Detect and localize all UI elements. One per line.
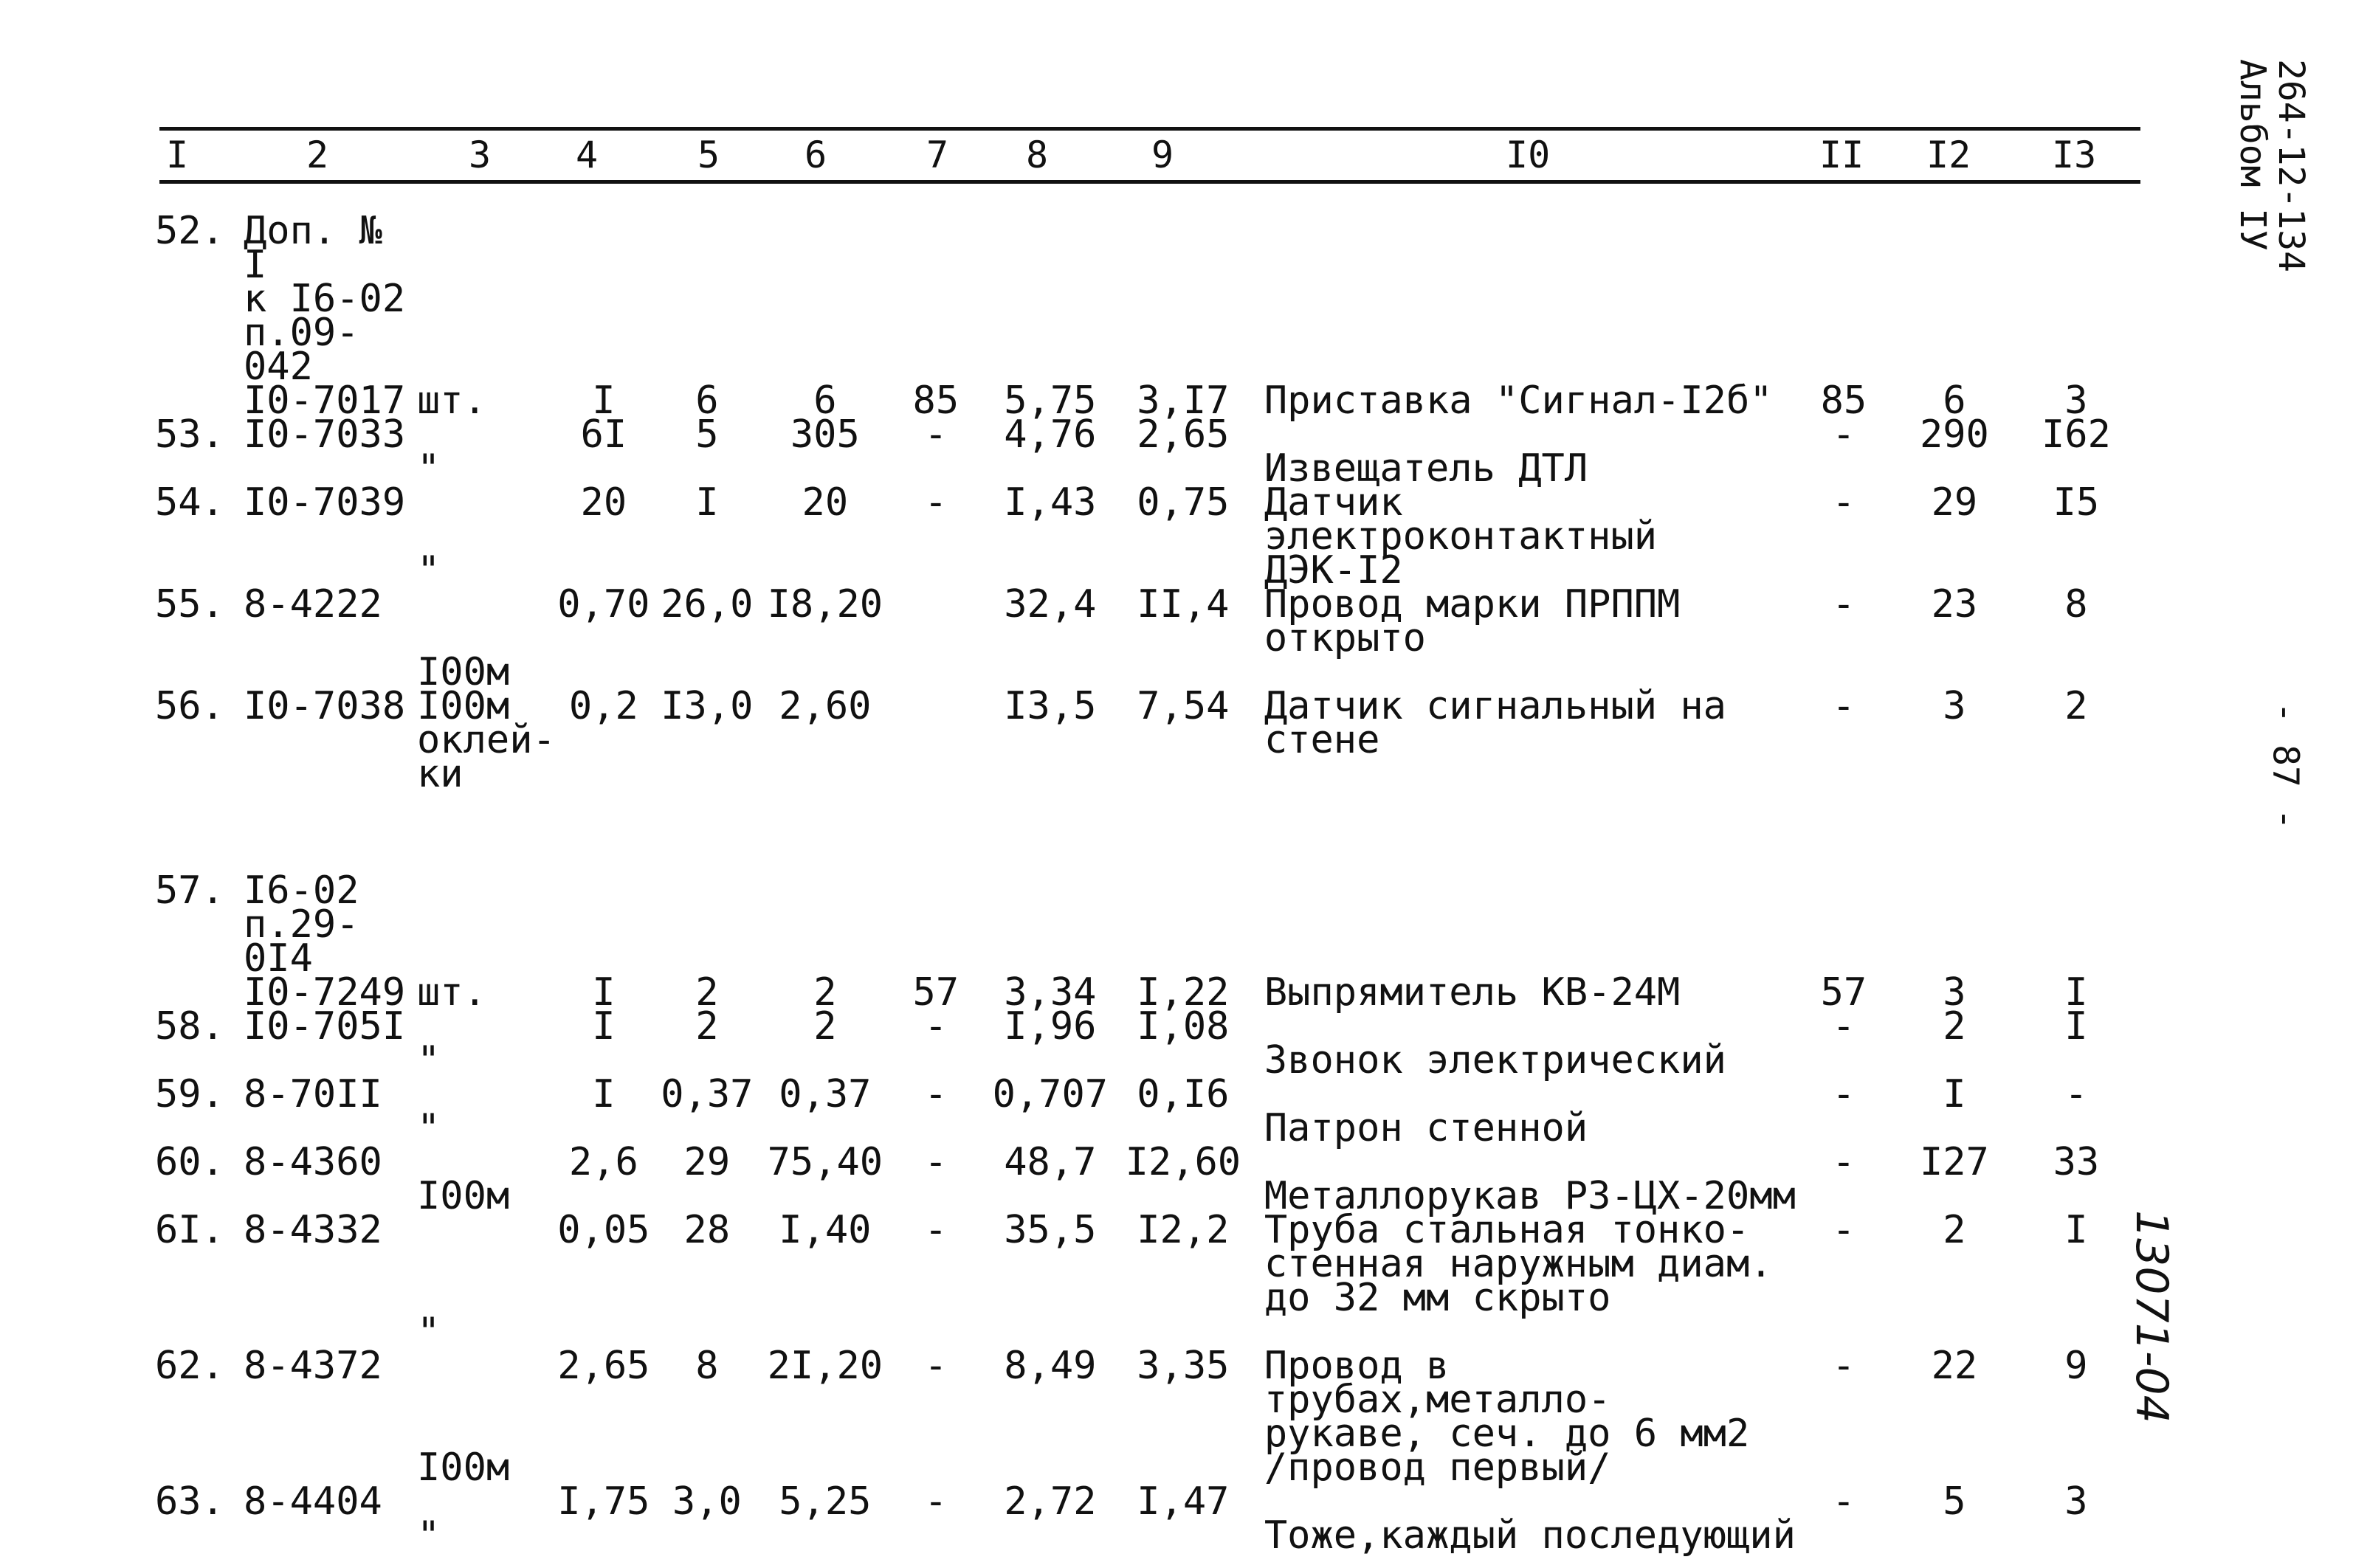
col-7	[888, 587, 984, 689]
col-12: 22	[1931, 1344, 1978, 1388]
unit-cost: 8	[695, 1344, 719, 1388]
col-8: I3,5	[1004, 684, 1097, 728]
col-7: -	[924, 412, 948, 457]
col-8: 0,707	[992, 1072, 1109, 1116]
quantity: 2,6	[568, 1140, 638, 1184]
row-number: 59.	[155, 1072, 224, 1116]
table-row	[155, 587, 2135, 689]
col-12: 2	[1943, 1208, 1966, 1252]
album-label	[2233, 59, 2310, 272]
unit-cost: 28	[683, 1208, 731, 1252]
header-col-2: 2	[306, 134, 329, 176]
col-13: 9	[2064, 1344, 2088, 1388]
quantity: 20	[580, 480, 627, 525]
col-9: I,47	[1137, 1479, 1230, 1524]
unit: шт.	[417, 379, 486, 423]
unit-cost: 6	[695, 379, 719, 423]
table-row	[155, 689, 2135, 874]
total-cost: 2,60	[779, 684, 872, 728]
header-col-13: I3	[2052, 134, 2097, 176]
col-13: I	[2064, 1004, 2088, 1049]
header-col-1: I	[166, 134, 189, 176]
quantity: I	[592, 379, 616, 423]
row-number: 55.	[155, 582, 224, 626]
col-8: 8,49	[1004, 1344, 1097, 1388]
col-8: I,96	[1004, 1004, 1097, 1049]
table-row	[155, 418, 2135, 486]
item-name: Провод в трубах,металло- рукаве, сеч. до 6 мм2 /провод первый/	[1264, 1344, 1750, 1490]
col-11: -	[1832, 582, 1856, 626]
col-7: -	[924, 1140, 948, 1184]
table-row	[155, 1485, 2135, 1553]
page-number: - 87 -	[2264, 702, 2307, 830]
unit: "	[417, 1513, 441, 1558]
norm-code: 8-4404	[244, 1479, 382, 1524]
unit-cost: I	[695, 480, 719, 525]
norm-code: I6-02 п.29-0I4 I0-7249	[244, 868, 406, 1015]
norm-code: 8-4222	[244, 582, 382, 626]
col-11: -	[1832, 412, 1856, 457]
item-name: Извещатель ДТЛ	[1264, 446, 1588, 491]
header-col-7: 7	[926, 134, 949, 176]
total-cost: 6	[813, 379, 837, 423]
header-col-9: 9	[1151, 134, 1174, 176]
quantity: 0,70	[557, 582, 650, 626]
col-8: 35,5	[1004, 1208, 1097, 1252]
norm-code: I0-705I	[244, 1004, 406, 1049]
col-11: -	[1832, 1208, 1856, 1252]
item-name: Звонок электрический	[1264, 1038, 1726, 1082]
total-cost: I8,20	[767, 582, 883, 626]
col-9: 7,54	[1137, 684, 1230, 728]
total-cost: 2	[813, 970, 837, 1015]
total-cost: 2I,20	[767, 1344, 883, 1388]
row-number: 53.	[155, 412, 224, 457]
col-13: I5	[2053, 480, 2100, 525]
header-bottom-rule	[159, 180, 2140, 184]
col-9: 3,I7	[1137, 379, 1230, 423]
table-row	[155, 1213, 2135, 1349]
norm-code: 8-4332	[244, 1208, 382, 1252]
col-7: -	[924, 1479, 948, 1524]
specification-table	[155, 209, 2135, 1558]
col-9: I2,2	[1137, 1208, 1230, 1252]
unit-cost: 29	[683, 1140, 731, 1184]
header-col-10: I0	[1506, 134, 1551, 176]
col-7: 57	[912, 970, 960, 1015]
unit: "	[417, 1106, 441, 1150]
row-number: 58.	[155, 1004, 224, 1049]
col-13: I	[2064, 970, 2088, 1015]
table-row	[155, 486, 2135, 587]
unit: "	[417, 1038, 441, 1082]
col-8: 2,72	[1004, 1479, 1097, 1524]
norm-code: I0-7033	[244, 412, 406, 457]
row-number: 60.	[155, 1140, 224, 1184]
col-12: I27	[1919, 1140, 1989, 1184]
norm-code: Доп. № I к I6-02 п.09-042 I0-7017	[244, 209, 406, 423]
total-cost: 20	[802, 480, 849, 525]
col-8: 48,7	[1004, 1140, 1097, 1184]
total-cost: 2	[813, 1004, 837, 1049]
col-7: -	[924, 1344, 948, 1388]
quantity: I,75	[557, 1479, 650, 1524]
col-8: 4,76	[1004, 412, 1097, 457]
col-11: 57	[1820, 970, 1867, 1015]
item-name: Тоже,каждый последующий	[1264, 1513, 1796, 1558]
col-12: 290	[1919, 412, 1989, 457]
header-col-8: 8	[1026, 134, 1049, 176]
header-col-5: 5	[697, 134, 720, 176]
total-cost: 305	[790, 412, 860, 457]
item-name: Датчик электроконтактный ДЭК-I2	[1264, 480, 1658, 593]
row-number: 6I.	[155, 1208, 224, 1252]
total-cost: 0,37	[779, 1072, 872, 1116]
total-cost: I,40	[779, 1208, 872, 1252]
unit-cost: 2	[695, 970, 719, 1015]
row-number: 63.	[155, 1479, 224, 1524]
norm-code: I0-7038	[244, 684, 406, 728]
col-8: 3,34	[1004, 970, 1097, 1015]
album-title: Альбом IУ	[2232, 59, 2273, 252]
unit: I00м	[417, 650, 510, 694]
col-12: 3	[1943, 684, 1966, 728]
specification-table-body	[155, 209, 2135, 1558]
col-12: 6	[1943, 379, 1966, 423]
quantity: I	[592, 1072, 616, 1116]
col-9: 0,I6	[1137, 1072, 1230, 1116]
item-name: Выпрямитель КВ-24М	[1264, 970, 1681, 1015]
unit-cost: 3,0	[672, 1479, 742, 1524]
col-11: 85	[1820, 379, 1867, 423]
unit: "	[417, 446, 441, 491]
col-7: -	[924, 480, 948, 525]
header-col-12: I2	[1926, 134, 1971, 176]
col-11: -	[1832, 684, 1856, 728]
header-col-6: 6	[805, 134, 827, 176]
col-13: I	[2064, 1208, 2088, 1252]
col-13: -	[2064, 1072, 2088, 1116]
unit-cost: 0,37	[661, 1072, 754, 1116]
unit: "	[417, 1310, 441, 1354]
row-number: 57.	[155, 868, 224, 913]
unit-cost: 2	[695, 1004, 719, 1049]
col-11: -	[1832, 1004, 1856, 1049]
quantity: I	[592, 970, 616, 1015]
col-11: -	[1832, 1479, 1856, 1524]
quantity: I	[592, 1004, 616, 1049]
header-col-11: II	[1819, 134, 1864, 176]
table-row	[155, 1145, 2135, 1213]
col-13: I62	[2041, 412, 2111, 457]
table-row	[155, 1077, 2135, 1145]
col-11: -	[1832, 480, 1856, 525]
col-13: 3	[2064, 379, 2088, 423]
col-12: 29	[1931, 480, 1978, 525]
unit: I00м	[417, 1174, 510, 1218]
col-11: -	[1832, 1344, 1856, 1388]
unit-cost: 26,0	[661, 582, 754, 626]
unit: I00м	[417, 1446, 510, 1490]
quantity: 0,05	[557, 1208, 650, 1252]
col-12: 5	[1943, 1479, 1966, 1524]
row-number: 56.	[155, 684, 224, 728]
item-name: Патрон стенной	[1264, 1106, 1588, 1150]
row-number: 52.	[155, 209, 224, 253]
col-8: 5,75	[1004, 379, 1097, 423]
col-12: I	[1943, 1072, 1966, 1116]
table-row	[155, 214, 2135, 418]
col-13: 8	[2064, 582, 2088, 626]
col-9: 3,35	[1137, 1344, 1230, 1388]
col-7: -	[924, 1004, 948, 1049]
unit: I00м оклей- ки	[417, 684, 556, 796]
header-col-3: 3	[469, 134, 492, 176]
table-row	[155, 874, 2135, 1009]
col-13: 3	[2064, 1479, 2088, 1524]
album-code: 264-12-134	[2270, 59, 2312, 272]
col-12: 3	[1943, 970, 1966, 1015]
norm-code: 8-4360	[244, 1140, 382, 1184]
col-9: I2,60	[1125, 1140, 1241, 1184]
col-9: 0,75	[1137, 480, 1230, 525]
row-number: 54.	[155, 480, 224, 525]
col-7: -	[924, 1208, 948, 1252]
quantity: 6I	[580, 412, 627, 457]
col-11: -	[1832, 1072, 1856, 1116]
unit-cost: I3,0	[661, 684, 754, 728]
document-number: 13071-04	[2126, 1210, 2177, 1423]
row-number: 62.	[155, 1344, 224, 1388]
norm-code: 8-70II	[244, 1072, 382, 1116]
col-7: 85	[912, 379, 960, 423]
norm-code: 8-4372	[244, 1344, 382, 1388]
total-cost: 75,40	[767, 1140, 883, 1184]
col-13: 2	[2064, 684, 2088, 728]
col-7	[888, 689, 984, 874]
col-9: I,08	[1137, 1004, 1230, 1049]
header-col-4: 4	[576, 134, 599, 176]
col-12: 23	[1931, 582, 1978, 626]
col-7: -	[924, 1072, 948, 1116]
norm-code: I0-7039	[244, 480, 406, 525]
quantity: 0,2	[568, 684, 638, 728]
header-top-rule	[159, 127, 2140, 131]
item-name: Провод марки ПРППМ открыто	[1264, 582, 1681, 660]
col-9: II,4	[1137, 582, 1230, 626]
unit-cost: 5	[695, 412, 719, 457]
item-name: Датчик сигнальный на стене	[1264, 684, 1726, 762]
quantity: 2,65	[557, 1344, 650, 1388]
item-name: Труба стальная тонко- стенная наружным диам. до 32 мм скрыто	[1264, 1208, 1773, 1320]
col-9: I,22	[1137, 970, 1230, 1015]
col-9: 2,65	[1137, 412, 1230, 457]
table-row	[155, 1349, 2135, 1485]
unit: "	[417, 548, 441, 593]
col-8: 32,4	[1004, 582, 1097, 626]
table-row	[155, 1009, 2135, 1077]
item-name: Приставка "Сигнал-I2б"	[1264, 379, 1773, 423]
total-cost: 5,25	[779, 1479, 872, 1524]
col-12: 2	[1943, 1004, 1966, 1049]
item-name: Металлорукав РЗ-ЦХ-20мм	[1264, 1174, 1796, 1218]
col-13: 33	[2053, 1140, 2100, 1184]
unit: шт.	[417, 970, 486, 1015]
col-8: I,43	[1004, 480, 1097, 525]
col-11: -	[1832, 1140, 1856, 1184]
